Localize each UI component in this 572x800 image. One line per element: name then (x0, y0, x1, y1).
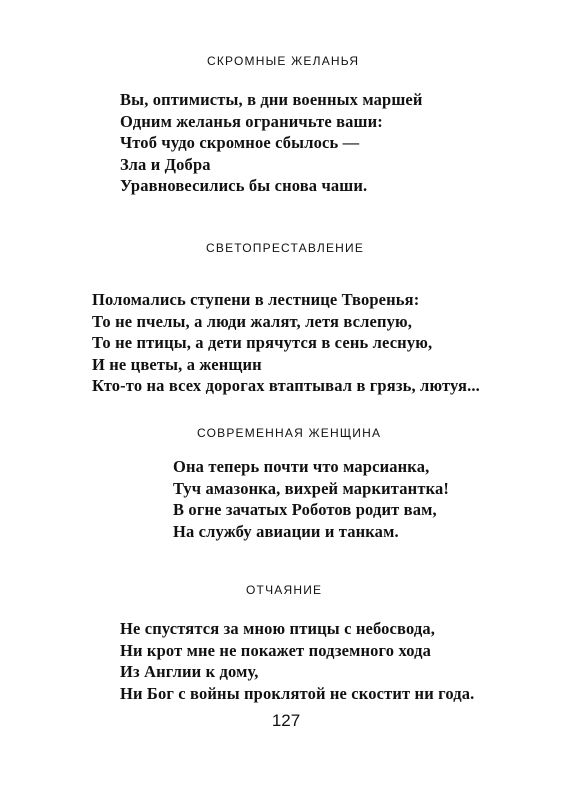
poem-line: На службу авиации и танкам. (173, 521, 399, 541)
page-number: 127 (271, 711, 301, 730)
poem-title-svetoprestavlenie: СВЕТОПРЕСТАВЛЕНИЕ (206, 241, 365, 255)
poem-line: Зла и Добра (120, 154, 211, 174)
poem-line: Чтоб чудо скромное сбылось — (120, 133, 360, 152)
poem-line: Туч амазонка, вихрей маркитантка! (173, 478, 450, 498)
poem-line: То не пчелы, а люди жалят, летя вслепую, (92, 311, 413, 331)
poem-title-skromnye-zhelanya: СКРОМНЫЕ ЖЕЛАНЬЯ (207, 54, 360, 68)
poem-line: Не спустятся за мною птицы с небосвода, (120, 619, 436, 638)
poem-line: В огне зачатых Роботов родит вам, (173, 500, 437, 519)
poem-line: Кто-то на всех дорогах втаптывал в грязь, лютуя... (92, 376, 480, 395)
poem-line: Вы, оптимисты, в дни военных маршей (120, 90, 423, 109)
poem-stanza-sovremennaya-zhenshchina (173, 456, 449, 542)
poem-line: То не птицы, а дети прячутся в сень лесную, (92, 333, 433, 352)
poem-stanza-skromnye-zhelanya (120, 89, 423, 197)
poem-stanza-svetoprestavlenie (92, 289, 480, 397)
poem-stanza-otchayanie (120, 618, 474, 704)
poem-line: Одним желанья ограничьте ваши: (120, 111, 383, 131)
poem-line: Из Англии к дому, (120, 662, 259, 681)
poem-line: Поломались ступени в лестнице Творенья: (92, 290, 420, 309)
poem-line: Ни крот мне не покажет подземного хода (120, 640, 432, 660)
poem-title-otchayanie: ОТЧАЯНИЕ (246, 583, 323, 597)
poem-line: Ни Бог с войны проклятой не скостит ни года. (120, 683, 475, 703)
poem-line: Уравновесились бы снова чаши. (120, 176, 368, 195)
poem-line: И не цветы, а женщин (92, 354, 262, 374)
poem-line: Она теперь почти что марсианка, (173, 457, 430, 476)
poem-title-sovremennaya-zhenshchina: СОВРЕМЕННАЯ ЖЕНЩИНА (197, 426, 382, 440)
